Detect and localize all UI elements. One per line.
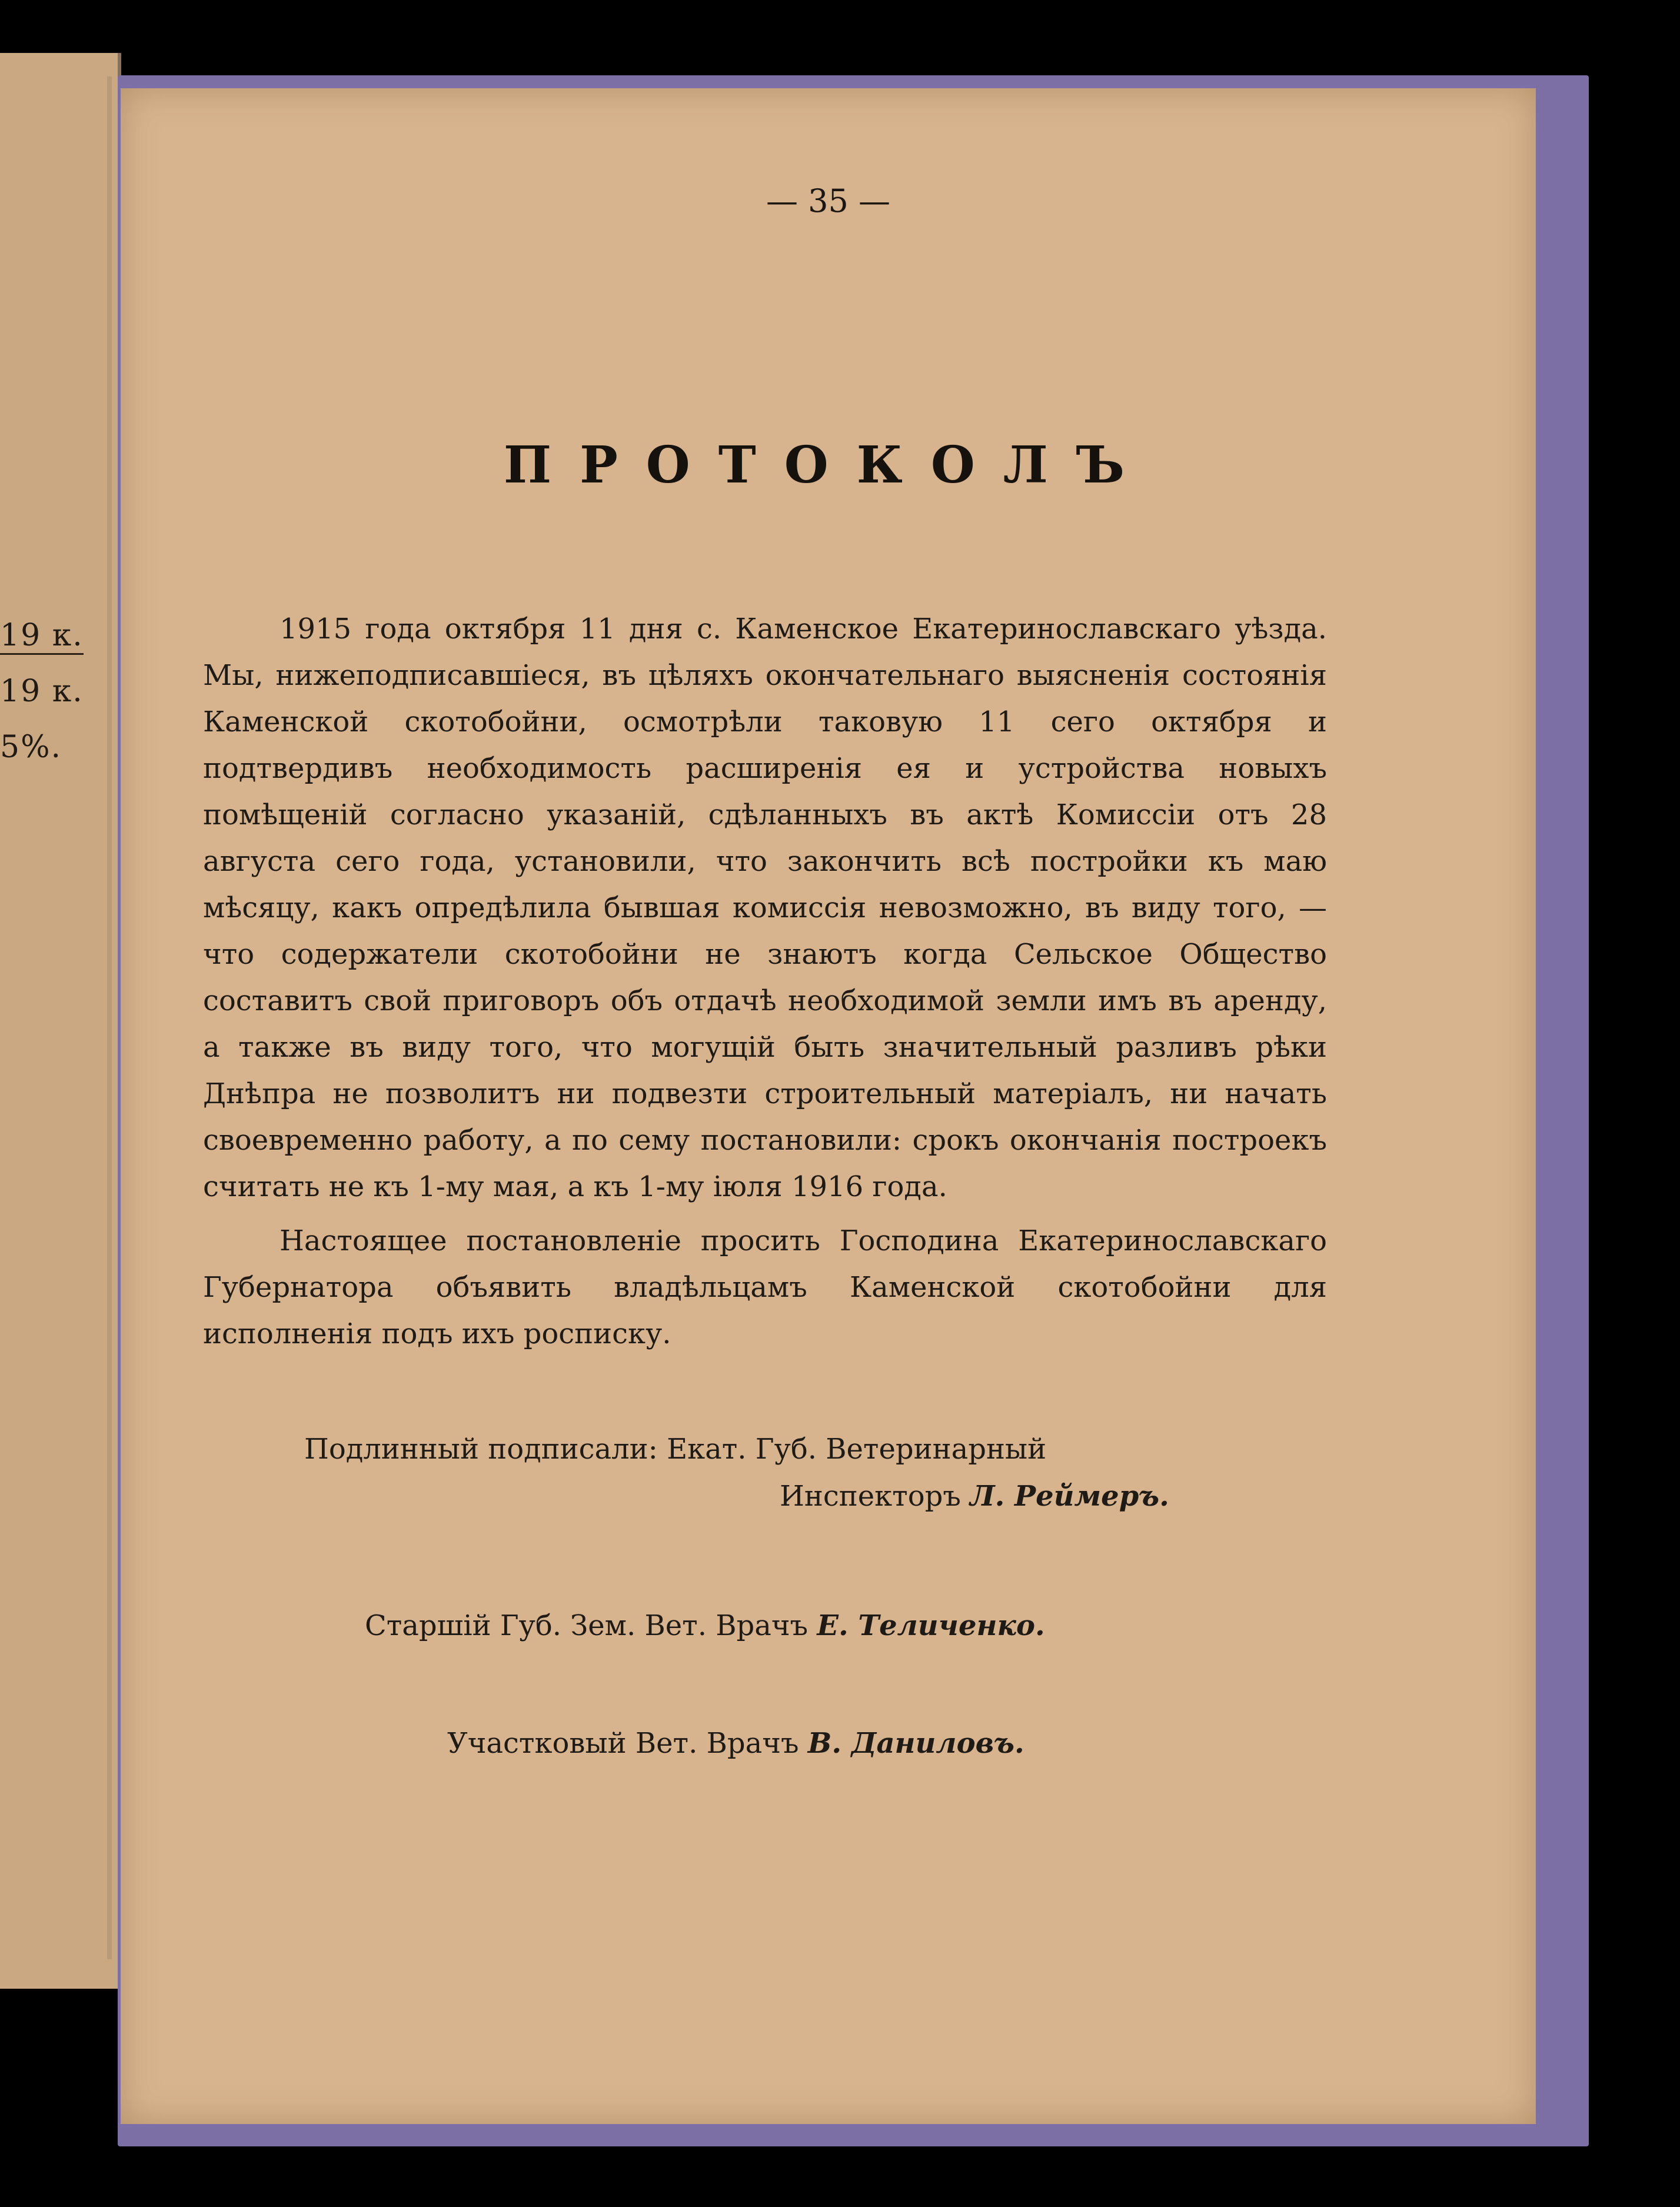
signature-line-1: Подлинный подписали: Екат. Губ. Ветеринарный bbox=[304, 1433, 1047, 1466]
book-page bbox=[121, 88, 1536, 2124]
signature-line-3 bbox=[365, 1609, 1045, 1642]
signature-line-2 bbox=[780, 1480, 1169, 1513]
left-page-fragment: 19 к. bbox=[0, 674, 84, 709]
left-page-edge bbox=[107, 76, 112, 1959]
left-page-fragment: 19 к. bbox=[0, 618, 84, 655]
signature-title: Старшій Губ. Зем. Вет. Врачъ bbox=[365, 1609, 809, 1642]
signature-name: Е. Теличенко. bbox=[817, 1609, 1045, 1642]
signature-title: Участковый Вет. Врачъ bbox=[447, 1727, 799, 1760]
paragraph-2: Настоящее постановленіе просить Господина Екатеринославскаго Губернатора объявить владѣльцамъ Каменской скотобойни для исполненія подъ ихъ росписку. bbox=[203, 1224, 1327, 1350]
signature-name: Л. Реймеръ. bbox=[970, 1480, 1169, 1513]
left-page-fragment: 5%. bbox=[0, 730, 62, 765]
page-number: — 35 — bbox=[766, 182, 891, 219]
paragraph-1: 1915 года октября 11 дня с. Каменское Екатеринославскаго уѣзда. Мы, нижеподписавшіеся, въ цѣляхъ окончательнаго выясненія состоянія Каменской скотобойни, осмотрѣли таковую 11 сего октября и подтвердивъ необходимость расширенія ея и устройства новыхъ помѣщеній согласно указаній, сдѣланныхъ въ актѣ Комиссіи отъ 28 августа сего года, установили, что закончить всѣ постройки къ маю мѣсяцу, какъ опредѣлила бывшая комиссія невозможно, въ виду того, —что содержатели скотобойни не знаютъ когда Сельское Общество составитъ свой приговоръ объ отдачѣ необходимой земли имъ въ аренду, а также въ виду того, что могущій быть значительный разливъ рѣки Днѣпра не позволитъ ни подвезти строительный матеріалъ, ни начать своевременно работу, а по сему постановили: срокъ окончанія построекъ считать не къ 1-му мая, а къ 1-му іюля 1916 года. bbox=[203, 612, 1327, 1203]
signature-line-4 bbox=[447, 1727, 1024, 1760]
signature-name: В. Даниловъ. bbox=[807, 1727, 1024, 1760]
left-page bbox=[0, 53, 121, 1989]
page-title: ПРОТОКОЛЪ bbox=[503, 435, 1153, 495]
signature-title: Инспекторъ bbox=[780, 1480, 961, 1513]
